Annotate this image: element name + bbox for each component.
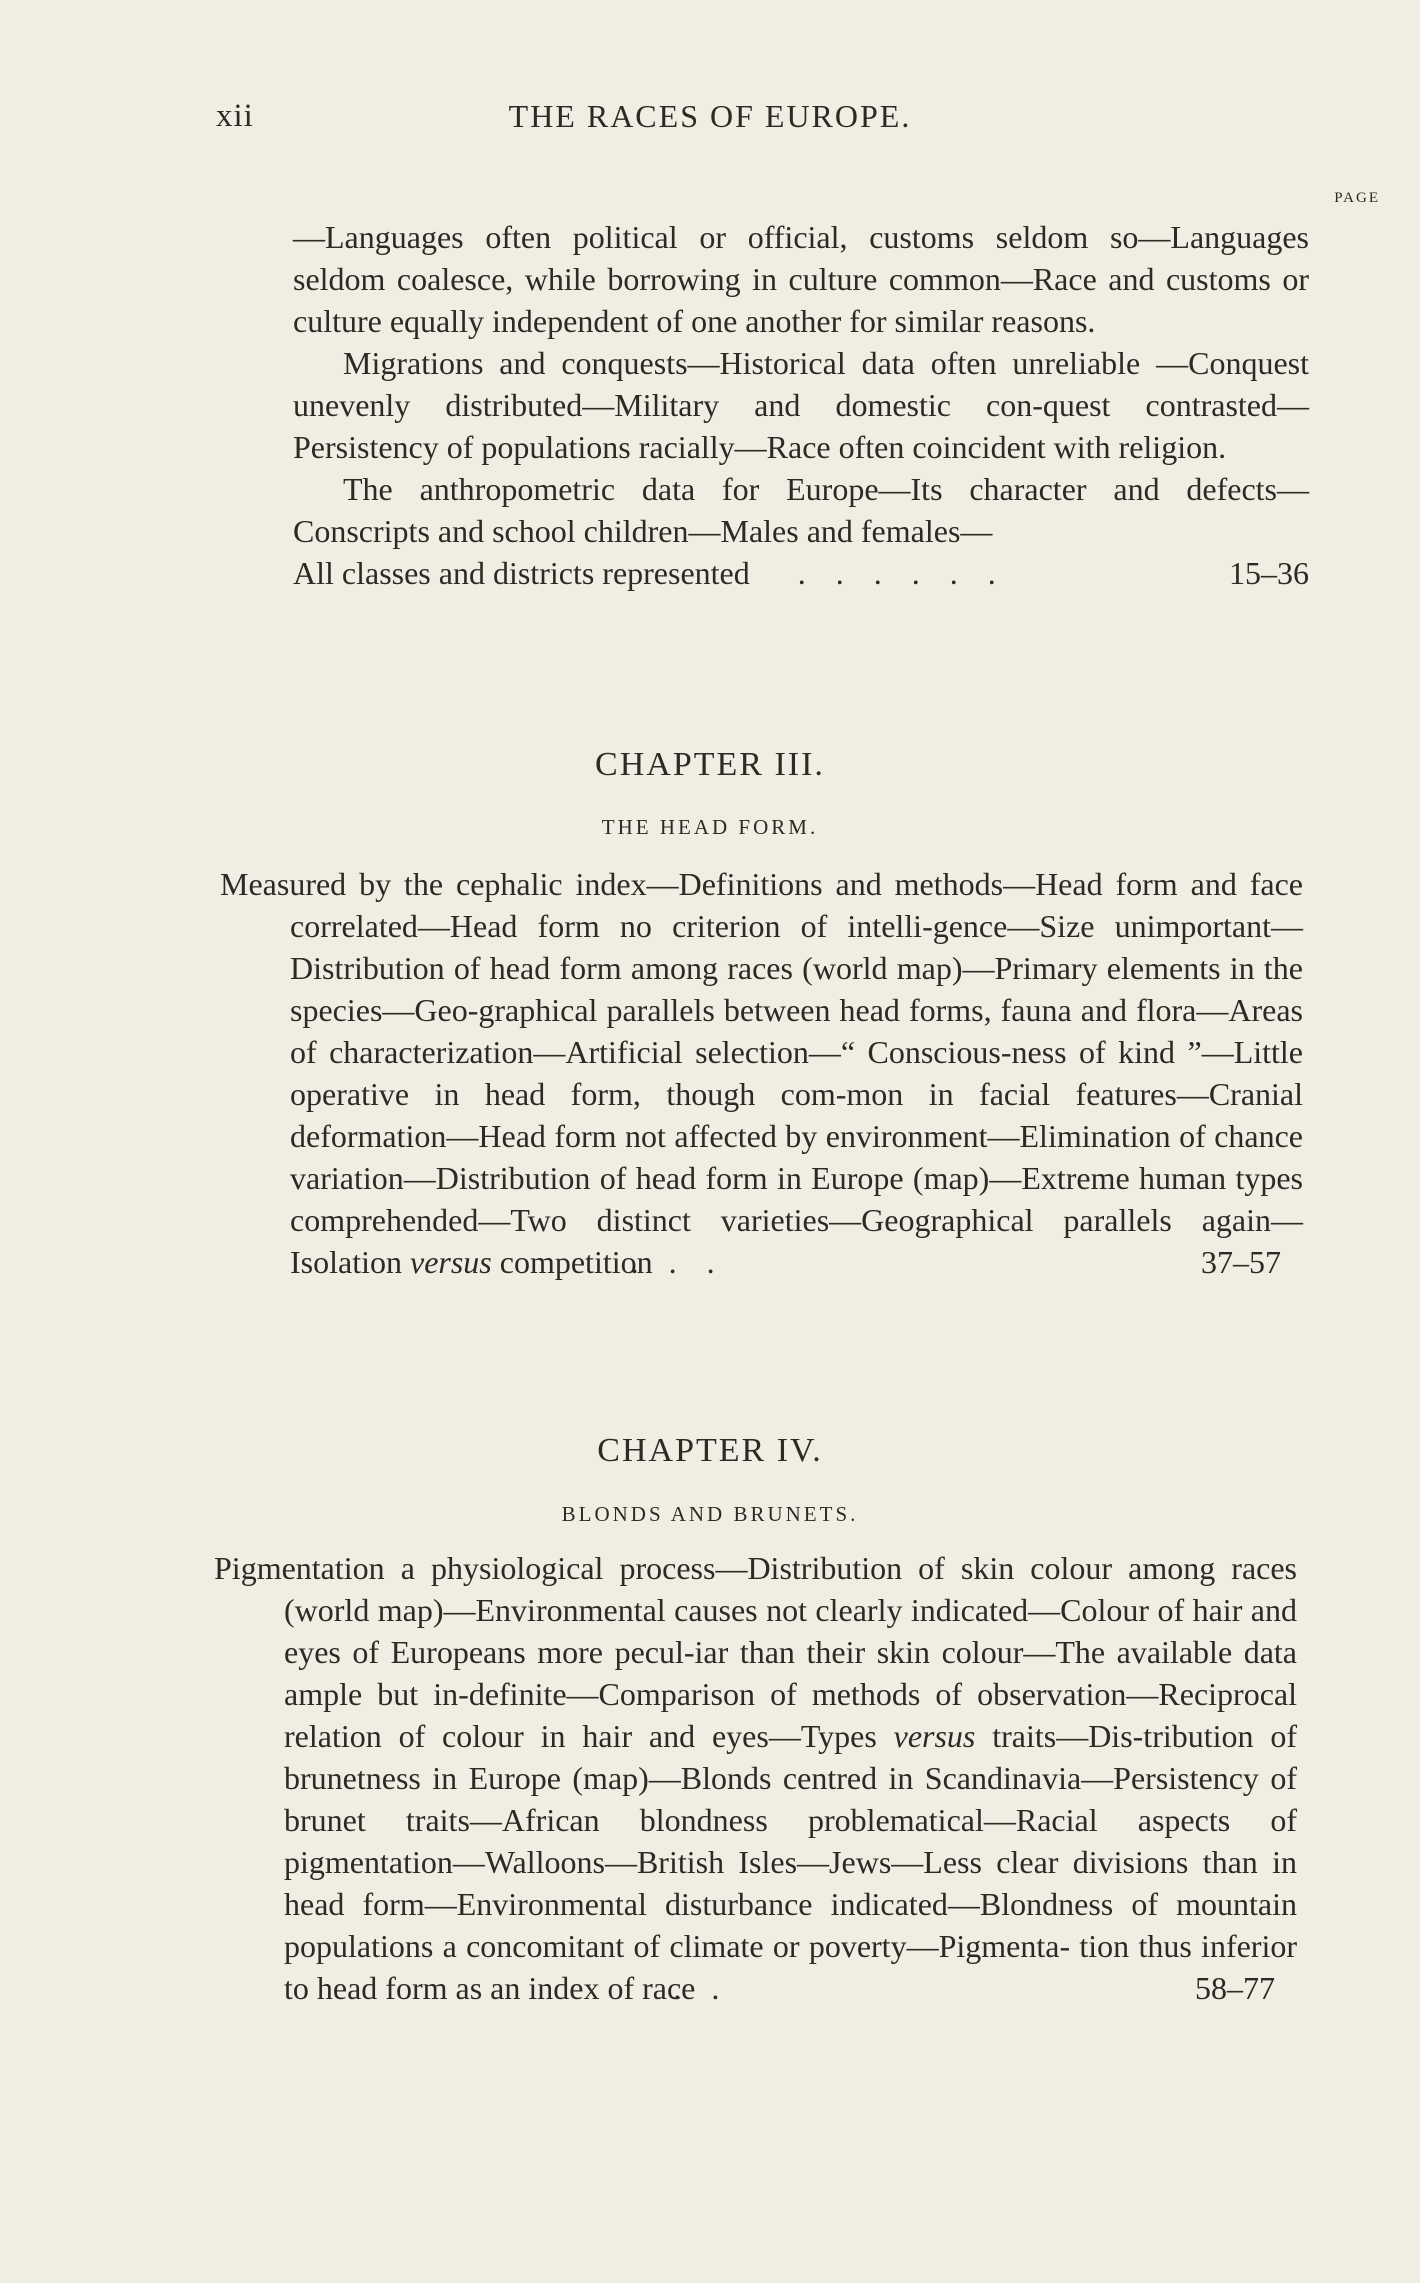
- dot-leader: ...: [630, 1244, 745, 1280]
- chapter-4-title: CHAPTER IV.: [597, 1432, 823, 1469]
- summary-paragraph: The anthropometric data for Europe—Its character and defects—Conscripts and school children—Males and females—: [293, 471, 1309, 549]
- chapter-4-subtitle: BLONDS AND BRUNETS.: [561, 1502, 859, 1526]
- page-range: 58–77: [1195, 1970, 1275, 2006]
- emphasis-text: versus: [893, 1718, 976, 1754]
- running-title: THE RACES OF EUROPE.: [508, 98, 912, 134]
- chapter-2-summary-continued: [293, 216, 1309, 594]
- entry-text: All classes and districts represented: [293, 555, 750, 591]
- summary-paragraph: Migrations and conquests—Historical data often unreliable —Conquest unevenly distributed—Military and domestic con-quest contrasted—Persistency of populations racially—Race often coincident with religion.: [293, 345, 1309, 465]
- entry-text: parallels again—Isolation: [290, 1202, 1303, 1280]
- page-folio: xii: [216, 98, 254, 134]
- summary-paragraph: —Languages often political or official, customs seldom so—Languages seldom coalesce, while borrowing in culture common—Race and customs or culture equally independent of one another for similar reasons.: [293, 219, 1309, 339]
- entry-text: competition: [499, 1244, 653, 1280]
- chapter-3-summary: [220, 863, 1303, 1283]
- chapter-3-subtitle: THE HEAD FORM.: [601, 815, 819, 839]
- summary-paragraph: [214, 1547, 1297, 2009]
- chapter-4-summary: [214, 1547, 1297, 2009]
- dot-leader: ......: [797, 555, 1026, 591]
- running-head: [0, 98, 1420, 142]
- page-range: 15–36: [1229, 555, 1309, 591]
- dot-leader: ..: [673, 1970, 750, 2006]
- summary-text: Measured by the cephalic index—Definitions and methods—Head form and face correlated—Head form no criterion of intelli-gence—Size unimportant—Distribution of head form among races (world map)—Primary elements in the species—Geo-graphical parallels between head forms, fauna and flora—Areas of characterization—Artificial selection—“ Conscious-ness of kind ”—Little operative in head form, though com-mon in facial features—Cranial deformation—Head form not affected by environment—Elimination of chance variation—Distribution of head form in Europe (map)—Extreme human types comprehended—Two distinct varieties—Geographical: [220, 866, 1303, 1238]
- page-column-label: PAGE: [1334, 190, 1380, 206]
- contents-entry-line: [293, 552, 1309, 594]
- summary-paragraph: [220, 863, 1303, 1283]
- summary-text: Pigmentation a physiological process—Distribution of skin colour among races (world map)—Environmental causes not clearly indicated—Colour of hair and eyes of Europeans more pecul-iar than their skin colour—The available data ample but in-definite—Comparison of methods of observation—Reciprocal relation of colour in hair and eyes—Types: [214, 1550, 1297, 1754]
- page-range: 37–57: [1201, 1244, 1281, 1280]
- entry-text: tion thus inferior to head form as an index of race: [284, 1928, 1298, 2006]
- emphasis-text: versus: [409, 1244, 492, 1280]
- chapter-3-title: CHAPTER III.: [595, 746, 825, 783]
- summary-text: traits—Dis-tribution of brunetness in Europe (map)—Blonds centred in Scandinavia—Persistency of brunet traits—African blondness problematical—Racial aspects of pigmentation—Walloons—British Isles—Jews—Less clear divisions than in head form—Environmental disturbance indicated—Blondness of mountain populations a concomitant of climate or poverty—Pigmenta-: [284, 1718, 1297, 1964]
